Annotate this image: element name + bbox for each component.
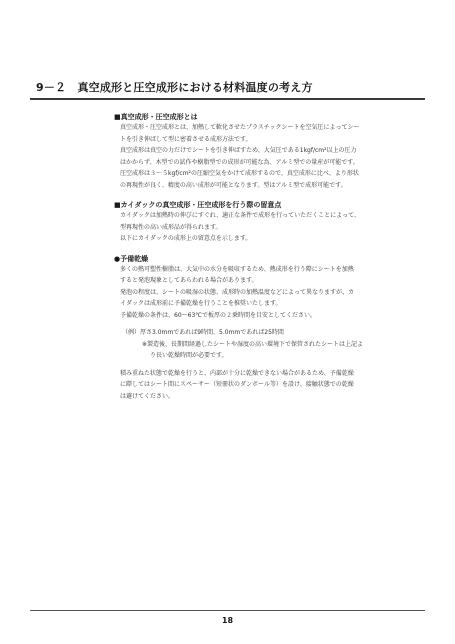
paragraph-line: 以下にカイダックの成形上の留意点を示します。: [120, 235, 252, 242]
paragraph-line: 積み重ねた状態で乾燥を行うと、内部が十分に乾燥できない場合があるため、予備乾燥: [120, 369, 354, 377]
section-title-predrying: ●予備乾燥: [114, 254, 149, 263]
paragraph-line: トを引き伸ばして型に密着させる成形方法です。: [120, 135, 252, 143]
paragraph-line: はかからず、木型での試作や樹脂型での成形が可能な為、アルミ型での量産が可能です。: [120, 158, 359, 166]
paragraph-line: 真空成形・圧空成形とは、加熱して軟化させたプラスチックシートを空気圧によってシー: [120, 124, 360, 131]
paragraph-line: は避けてください。: [120, 392, 175, 400]
heading-rule: [30, 98, 425, 100]
paragraph-line: の再現性が良く、精度の高い成形が可能となります。型はアルミ型で成形可能です。: [120, 181, 347, 189]
paragraph-line: イダックは成形前に予備乾燥を行うことを推奨いたします。: [120, 300, 282, 307]
paragraph-line: 発泡の程度は、シートの吸湿の状態、成形時の加熱温度などによって異なりますが、カ: [120, 288, 355, 296]
section-title-forming: ■真空成形・圧空成形とは: [114, 113, 198, 121]
paragraph-line: 多くの熱可塑性樹脂は、大気中の水分を吸収するため、熱成形を行う際にシートを加熱: [120, 265, 354, 273]
page-heading: 9－２ 真空成形と圧空成形における材料温度の考え方: [36, 81, 313, 94]
paragraph-line: すると発泡現象としてあらわれる場合があります。: [120, 277, 258, 284]
note-line: り長い乾燥時間が必要です。: [150, 352, 228, 359]
paragraph-line: 型再現性の高い成形品が得られます。: [120, 223, 222, 231]
section-title-cautions: ■カイダックの真空成形・圧空成形を行う際の留意点: [114, 201, 282, 209]
main-content: [114, 112, 414, 402]
paragraph-line: に際してはシート間にスペーサー（短冊状のダンボール等）を設け、接触状態での乾燥: [120, 381, 354, 388]
paragraph-line: カイダックは加熱時の伸びにすぐれ、適正な条件で成形を行っていただくことによって、: [120, 212, 361, 219]
example-line: （例）厚さ3.0mmであれば9時間、5.0mmであれば25時間: [122, 329, 284, 336]
note-line: ※製造後、長期間経過したシートや湿度の高い環境下で保管されたシートは上記よ: [142, 340, 364, 348]
paragraph-line: 真空成形は真空の力だけでシートを引き伸ばすため、大気圧である1kgf/cm²以上の圧力: [120, 147, 357, 154]
footer-rule: [30, 610, 425, 611]
paragraph-line: 圧空成形は３～５kgf/cm²の圧縮空気をかけて成形するので、真空成形に比べ、より形状: [120, 170, 359, 177]
paragraph-line: 予備乾燥の条件は、60～63℃で板厚の２乗時間を目安としてください。: [120, 311, 317, 319]
page-number: 18: [221, 616, 234, 625]
